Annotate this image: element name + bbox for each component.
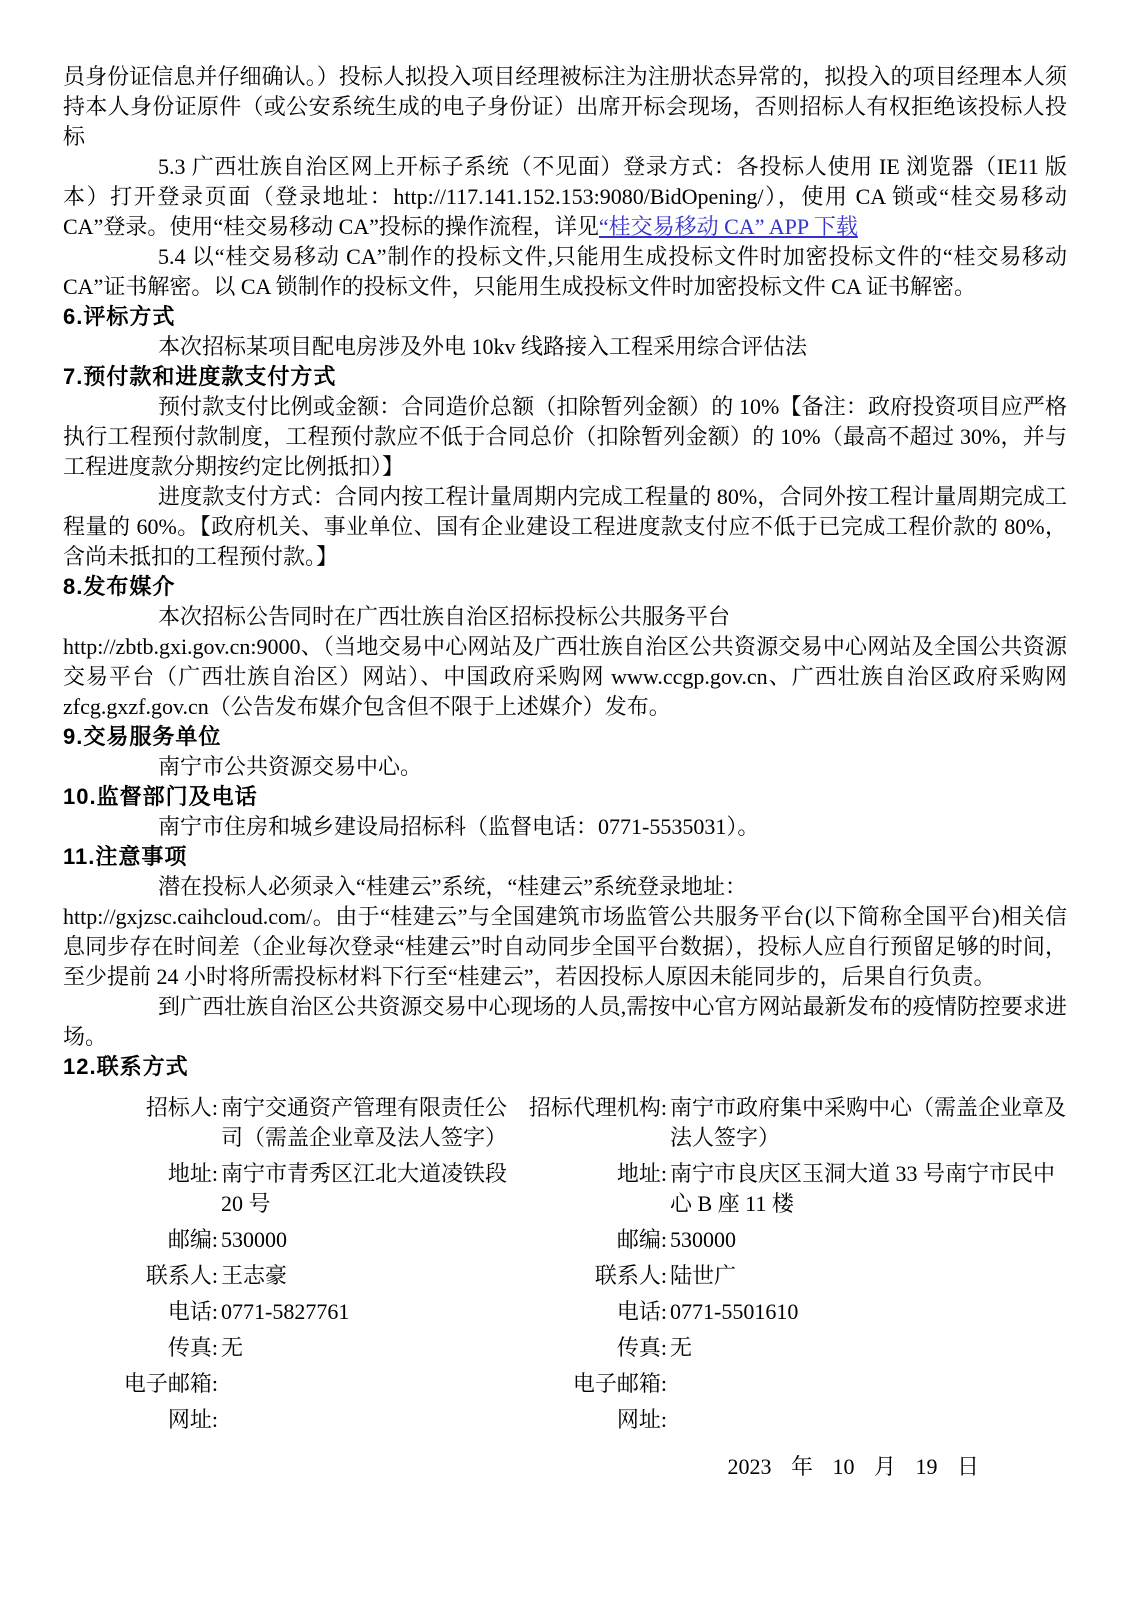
- agency-contact-value: 陆世广: [670, 1263, 737, 1288]
- para-progress-payment: 进度款支付方式：合同内按工程计量周期内完成工程量的 80%，合同外按工程计量周期完成工程量的 60%。【政府机关、事业单位、国有企业建设工程进度款支付应不低于已完成工程价款的 80%，含尚未抵扣的工程预付款。】: [63, 484, 1067, 569]
- para-notes-onsite: 到广西壮族自治区公共资源交易中心现场的人员,需按中心官方网站最新发布的疫情防控要求进场。: [63, 994, 1067, 1049]
- contacts-table: [63, 1090, 1067, 1438]
- tenderer-address-label: 地址:: [167, 1161, 218, 1186]
- agency-address-label: 地址:: [616, 1161, 667, 1186]
- tenderer-phone-value: 0771-5827761: [221, 1299, 350, 1324]
- para-publish-media-intro: 本次招标公告同时在广西壮族自治区招标投标公共服务平台: [158, 604, 731, 629]
- agency-zipcode-value: 530000: [670, 1227, 736, 1252]
- para-notes-detail: http://gxjzsc.caihcloud.com/。由于“桂建云”与全国建筑市场监管公共服务平台(以下简称全国平台)相关信息同步存在时间差（企业每次登录“桂建云”时自动同步全国平台数据），投标人应自行预留足够的时间，至少提前 24 小时将所需投标材料下行至“桂建云”，若因投标人原因未能同步的，后果自行负责。: [63, 904, 1067, 989]
- para-evaluation-method: 本次招标某项目配电房涉及外电 10kv 线路接入工程采用综合评估法: [158, 334, 808, 359]
- agency-fax-value: 无: [670, 1335, 693, 1360]
- tenderer-zipcode-value: 530000: [221, 1227, 287, 1252]
- tenderer-zipcode-label: 邮编:: [167, 1227, 218, 1252]
- tenderer-fax-value: 无: [221, 1335, 244, 1360]
- tenderer-website-label: 网址:: [167, 1407, 218, 1432]
- heading-evaluation-method: 6.评标方式: [63, 304, 176, 329]
- tenderer-address-value: 南宁市青秀区江北大道凌铁段 20 号: [221, 1161, 508, 1216]
- tenderer-email-value: [218, 1366, 521, 1402]
- agency-zipcode-label: 邮编:: [616, 1227, 667, 1252]
- agency-phone-value: 0771-5501610: [670, 1299, 799, 1324]
- para-section-5-4: 5.4 以“桂交易移动 CA”制作的投标文件,只能用生成投标文件时加密投标文件的“桂交易移动 CA”证书解密。以 CA 锁制作的投标文件，只能用生成投标文件时加密投标文件 CA 证书解密。: [63, 244, 1067, 299]
- para-section-5-3: [63, 152, 1067, 242]
- para-prepayment: 预付款支付比例或金额：合同造价总额（扣除暂列金额）的 10%【备注：政府投资项目应严格执行工程预付款制度，工程预付款应不低于合同总价（扣除暂列金额）的 10%（最高不超过 30%，并与工程进度款分期按约定比例抵扣）】: [63, 394, 1067, 479]
- agency-phone-label: 电话:: [616, 1299, 667, 1324]
- para-notes-intro: 潜在投标人必须录入“桂建云”系统，“桂建云”系统登录地址：: [158, 874, 748, 899]
- agency-address-value: 南宁市良庆区玉洞大道 33 号南宁市民中心 B 座 11 楼: [670, 1161, 1056, 1216]
- para-publish-media-detail: http://zbtb.gxi.gov.cn:9000、（当地交易中心网站及广西壮族自治区公共资源交易中心网站及全国公共资源交易平台（广西壮族自治区）网站）、中国政府采购网 www.ccgp.gov.cn、广西壮族自治区政府采购网 zfcg.gxzf.gov.cn（公告发布媒介包含但不限于上述媒介）发布。: [63, 634, 1067, 719]
- tenderer-fax-label: 传真:: [167, 1335, 218, 1360]
- agency-value: 南宁市政府集中采购中心（需盖企业章及法人签字）: [670, 1095, 1067, 1150]
- heading-supervision-dept: 10.监督部门及电话: [63, 784, 258, 809]
- tenderer-value: 南宁交通资产管理有限责任公司（需盖企业章及法人签字）: [221, 1095, 508, 1150]
- heading-notes: 11.注意事项: [63, 844, 188, 869]
- agency-email-value: [667, 1366, 1067, 1402]
- section-5-3-text: 5.3 广西壮族自治区网上开标子系统（不见面）登录方式：各投标人使用 IE 浏览器（IE11 版本）打开登录页面（登录地址：http://117.141.152.153:9080/BidOpening/），使用 CA 锁或“桂交易移动 CA”登录。使用“桂交易移动 CA”投标的操作流程，详见: [63, 154, 1067, 239]
- document-date: 2023 年 10 月 19 日: [727, 1454, 979, 1479]
- tenderer-contact-value: 王志豪: [221, 1263, 288, 1288]
- tenderer-label: 招标人:: [145, 1095, 218, 1120]
- agency-email-label: 电子邮箱:: [572, 1371, 667, 1396]
- tenderer-email-label: 电子邮箱:: [123, 1371, 218, 1396]
- heading-payment-method: 7.预付款和进度款支付方式: [63, 364, 337, 389]
- app-download-link[interactable]: “桂交易移动 CA” APP 下载: [598, 214, 858, 239]
- para-trade-service-unit: 南宁市公共资源交易中心。: [158, 754, 423, 779]
- agency-label: 招标代理机构:: [528, 1095, 667, 1120]
- tenderer-phone-label: 电话:: [167, 1299, 218, 1324]
- tenderer-contact-label: 联系人:: [145, 1263, 218, 1288]
- para-intro-continuation: 员身份证信息并仔细确认。）投标人拟投入项目经理被标注为注册状态异常的，拟投入的项目经理本人须持本人身份证原件（或公安系统生成的电子身份证）出席开标会现场，否则招标人有权拒绝该投标人投标: [63, 64, 1067, 149]
- para-supervision-dept: 南宁市住房和城乡建设局招标科（监督电话：0771-5535031）。: [158, 814, 760, 839]
- heading-contact-info: 12.联系方式: [63, 1054, 189, 1079]
- agency-website-value: [667, 1402, 1067, 1438]
- tenderer-website-value: [218, 1402, 521, 1438]
- agency-website-label: 网址:: [616, 1407, 667, 1432]
- heading-trade-service-unit: 9.交易服务单位: [63, 724, 222, 749]
- heading-publish-media: 8.发布媒介: [63, 574, 176, 599]
- agency-contact-label: 联系人:: [594, 1263, 667, 1288]
- agency-fax-label: 传真:: [616, 1335, 667, 1360]
